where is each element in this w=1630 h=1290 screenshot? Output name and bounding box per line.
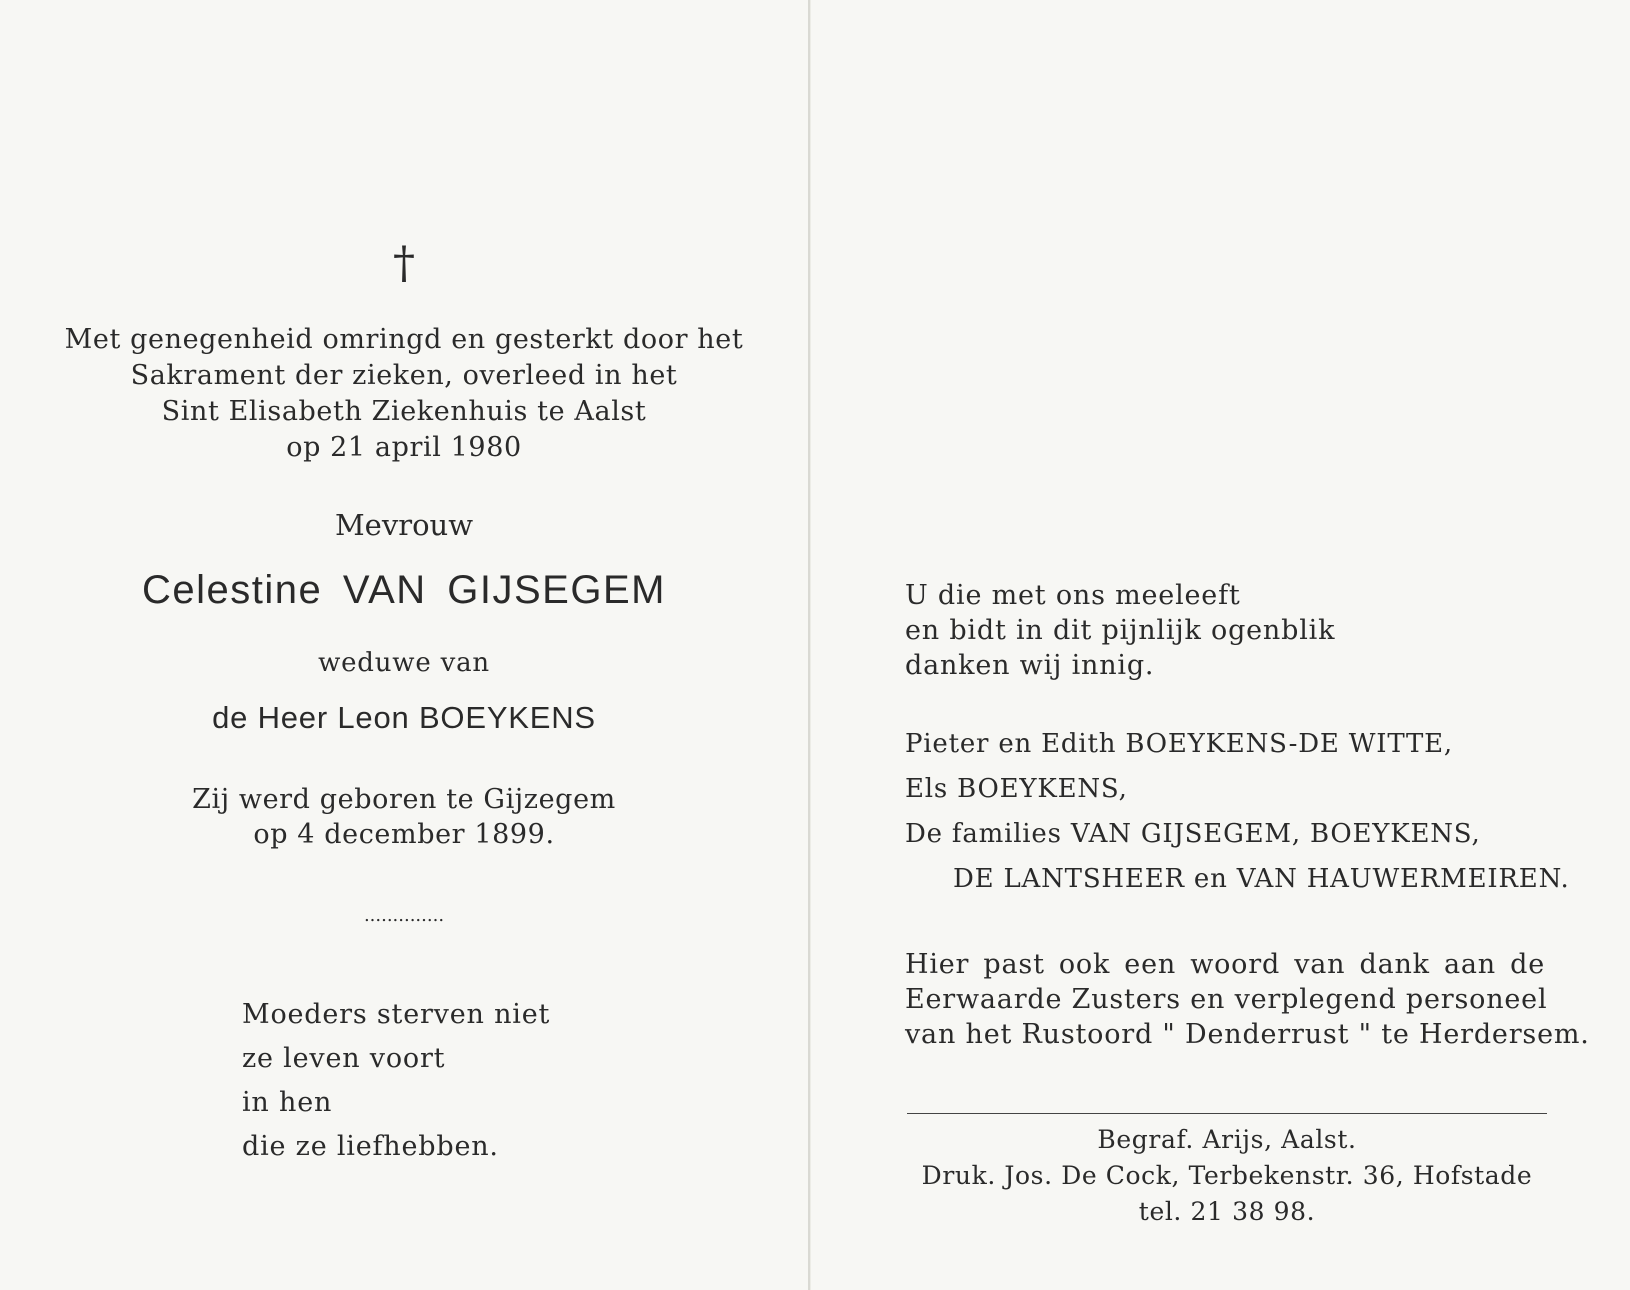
thanks-text	[905, 578, 1335, 683]
undertaker: Begraf. Arijs, Aalst.	[1097, 1125, 1357, 1154]
dotted-separator: ..............	[363, 905, 445, 926]
printer-phone: tel. 21 38 98.	[1138, 1197, 1316, 1226]
deceased-name: Celestine VAN GIJSEGEM	[142, 568, 666, 612]
poem-line: die ze liefhebben.	[242, 1131, 499, 1162]
birth-date: op 4 december 1899.	[253, 819, 555, 850]
left-panel	[0, 0, 808, 1290]
poem-line: Moeders sterven niet	[242, 999, 551, 1030]
death-date: op 21 april 1980	[286, 432, 522, 463]
printer-address: Druk. Jos. De Cock, Terbekenstr. 36, Hofstade	[921, 1161, 1533, 1190]
honorific: Mevrouw	[334, 508, 474, 542]
family-line: DE LANTSHEER en VAN HAUWERMEIREN.	[953, 864, 1570, 894]
poem-line: in hen	[242, 1087, 333, 1118]
death-notice	[0, 322, 808, 466]
right-panel	[810, 0, 1630, 1290]
divider-line	[907, 1113, 1547, 1114]
staff-thanks-line: Eerwaarde Zusters en verplegend personeel	[905, 984, 1548, 1015]
thanks-line: danken wij innig.	[905, 650, 1155, 681]
printer-credits	[907, 1122, 1547, 1230]
widow-of-label: weduwe van	[318, 648, 490, 678]
family-line: De families VAN GIJSEGEM, BOEYKENS,	[905, 819, 1481, 849]
husband-name: de Heer Leon BOEYKENS	[212, 700, 596, 735]
birth-place: Zij werd geboren te Gijzegem	[192, 784, 616, 815]
death-notice-line: Met genegenheid omringd en gesterkt door het	[64, 324, 744, 355]
staff-thanks-line: van het Rustoord " Denderrust " te Herdersem.	[905, 1019, 1590, 1050]
family-line: Pieter en Edith BOEYKENS-DE WITTE,	[905, 729, 1453, 759]
poem-line: ze leven voort	[242, 1043, 446, 1074]
poem	[242, 993, 550, 1169]
thanks-line: en bidt in dit pijnlijk ogenblik	[905, 615, 1336, 646]
family-list	[905, 722, 1570, 902]
death-notice-line: Sint Elisabeth Ziekenhuis te Aalst	[161, 396, 647, 427]
family-line: Els BOEYKENS,	[905, 774, 1128, 804]
staff-thanks	[905, 947, 1590, 1052]
death-notice-line: Sakrament der zieken, overleed in het	[130, 360, 678, 391]
staff-thanks-line: Hier past ook een woord van dank aan de	[905, 949, 1545, 980]
thanks-line: U die met ons meeleeft	[905, 580, 1241, 611]
cross-icon: †	[393, 238, 415, 289]
birth-notice	[0, 782, 808, 852]
